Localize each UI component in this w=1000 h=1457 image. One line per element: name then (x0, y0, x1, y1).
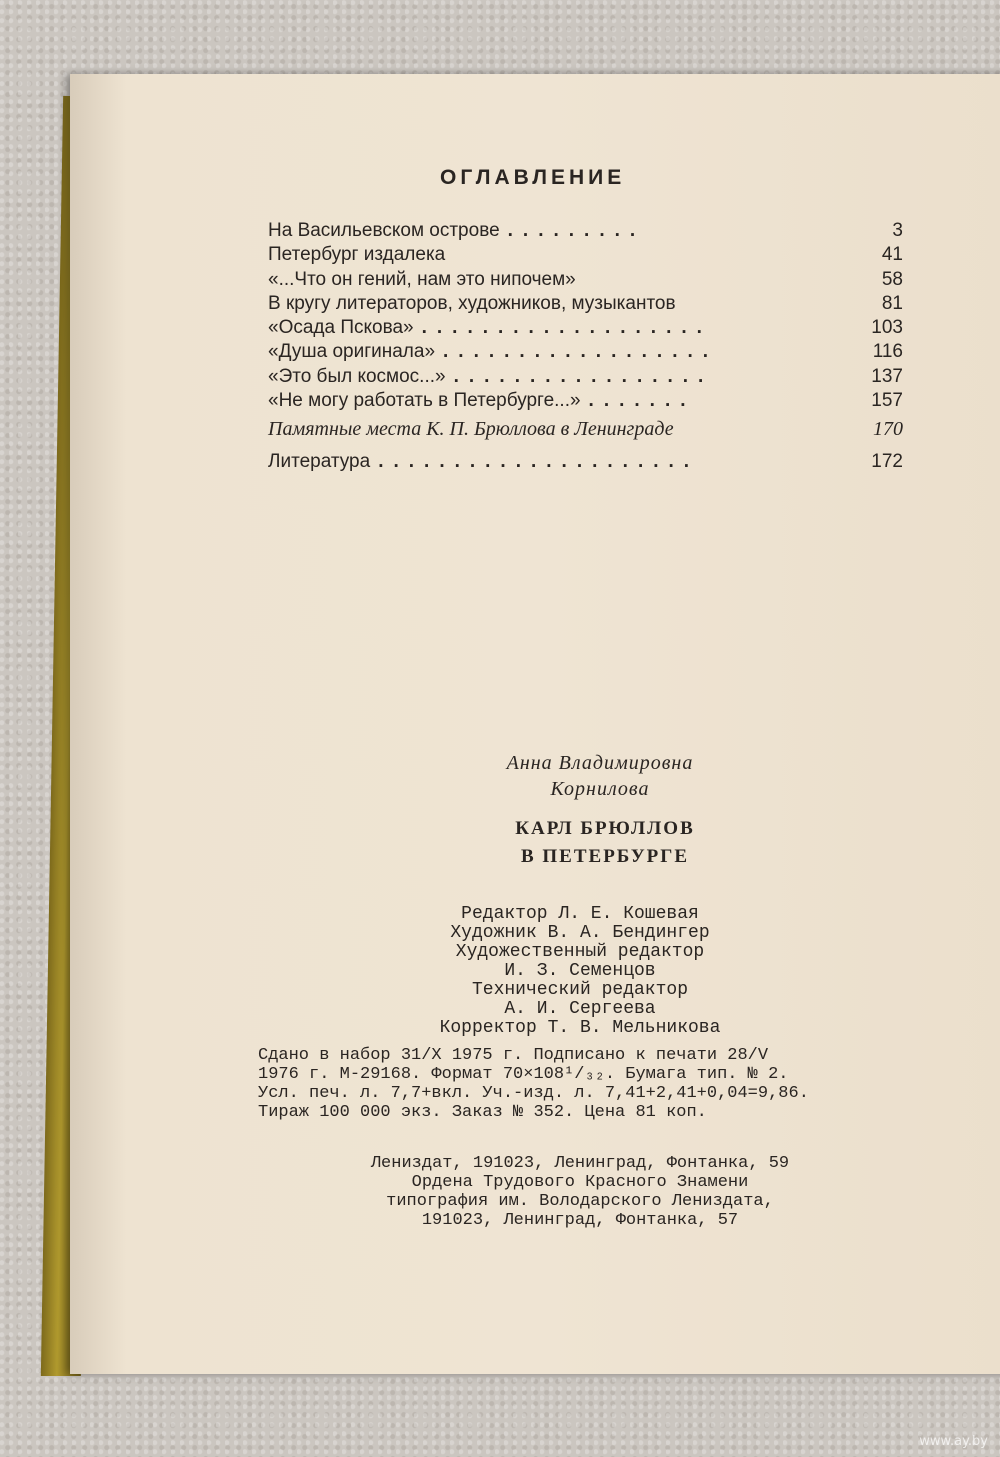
imprint-line: Сдано в набор 31/X 1975 г. Подписано к печати 28/V (258, 1046, 769, 1065)
toc-entry (268, 220, 903, 244)
toc-entry-title: Литература (268, 450, 371, 472)
toc-entry (268, 390, 903, 414)
credit-line: Редактор Л. Е. Кошевая (461, 904, 699, 924)
imprint-line: Усл. печ. л. 7,7+вкл. Уч.-изд. л. 7,41+2,41+0,04=9,86. (258, 1084, 809, 1103)
toc-entry-title: На Васильевском острове (268, 220, 500, 241)
toc-entry-title: «Не могу работать в Петербурге...» (268, 390, 581, 412)
imprint-line: 1976 г. М-29168. Формат 70×108¹/₃₂. Бумага тип. № 2. (258, 1065, 789, 1084)
toc-entry-dots: ................... (421, 317, 712, 339)
toc-entry-title: «Душа оригинала» (268, 341, 436, 363)
toc-entry-dots: ....... (588, 390, 696, 412)
toc-entry-page: 41 (881, 244, 903, 266)
credit-line: Художник В. А. Бендингер (450, 923, 710, 943)
toc-entry (268, 366, 903, 390)
publisher-block (310, 1154, 850, 1230)
publisher-line: 191023, Ленинград, Фонтанка, 57 (421, 1211, 739, 1230)
toc-entry-page: 157 (871, 390, 903, 412)
toc-entry-title: В кругу литераторов, художников, музыкантов (268, 292, 676, 314)
credit-line: Художественный редактор (455, 942, 705, 962)
toc-entry (268, 269, 903, 293)
toc-entry (268, 341, 903, 365)
toc-entry-dots: .................. (443, 341, 719, 363)
credit-line: Технический редактор (471, 980, 689, 1000)
publisher-line: типография им. Володарского Лениздата, (386, 1192, 774, 1211)
toc-entry-page: 170 (873, 418, 903, 441)
author-first-name: Анна Владимировна (506, 752, 694, 774)
book-title-line1: КАРЛ БРЮЛЛОВ (515, 818, 695, 839)
table-of-contents (268, 220, 903, 475)
toc-entry-page: 3 (892, 220, 903, 241)
toc-entry-page: 137 (871, 365, 903, 387)
author-last-name: Корнилова (550, 778, 650, 800)
publisher-line: Ордена Трудового Красного Знамени (411, 1173, 749, 1192)
toc-entry (268, 418, 903, 442)
toc-entry-dots: ......... (507, 220, 646, 241)
toc-entry-page: 58 (881, 268, 903, 290)
toc-entry-title: Памятные места К. П. Брюллова в Ленинграде (268, 418, 674, 441)
credits-block (340, 905, 820, 1038)
toc-entry-page: 172 (871, 450, 903, 472)
toc-entry-dots: ..................... (378, 450, 700, 472)
toc-entry-page: 103 (871, 317, 903, 339)
credit-line: А. И. Сергеева (504, 999, 656, 1019)
credit-line: Корректор Т. В. Мельникова (439, 1018, 721, 1038)
toc-heading: ОГЛАВЛЕНИЕ (440, 166, 626, 189)
toc-entry-title: «Это был космос...» (268, 365, 446, 387)
toc-entry (268, 451, 903, 475)
toc-entry-page: 81 (881, 292, 903, 314)
credit-line: И. З. Семенцов (504, 961, 656, 981)
book-title-line2: В ПЕТЕРБУРГЕ (520, 846, 690, 867)
imprint-line: Тираж 100 000 экз. Заказ № 352. Цена 81 коп. (258, 1103, 707, 1122)
imprint-block (258, 1046, 908, 1122)
toc-entry (268, 293, 903, 317)
toc-entry-title: Петербург издалека (268, 244, 446, 266)
toc-entry-title: «...Что он гений, нам это нипочем» (268, 268, 576, 290)
toc-entry (268, 244, 903, 268)
toc-entry (268, 317, 903, 341)
publisher-line: Лениздат, 191023, Ленинград, Фонтанка, 59 (370, 1154, 790, 1173)
toc-entry-dots: ................. (453, 365, 714, 387)
toc-entry-page: 116 (872, 341, 903, 363)
toc-entry-title: «Осада Пскова» (268, 317, 414, 339)
site-watermark: www.ay.by (919, 1434, 988, 1449)
